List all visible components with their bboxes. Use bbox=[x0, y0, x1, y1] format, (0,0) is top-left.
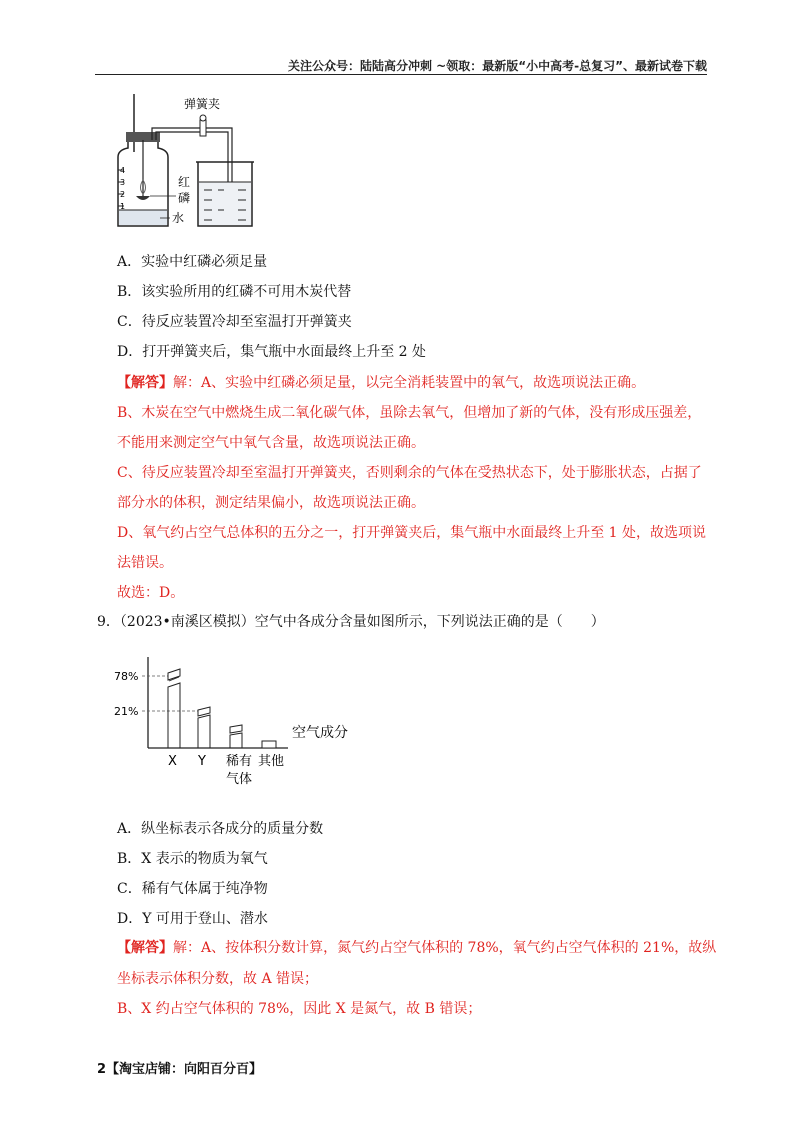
y-tick-label: 21% bbox=[114, 705, 139, 718]
scale-mark: 4 bbox=[120, 166, 126, 175]
q8-option-d: D．打开弹簧夹后，集气瓶中水面最终上升至 2 处 bbox=[117, 344, 427, 360]
q9-option-c: C．稀有气体属于纯净物 bbox=[117, 881, 268, 897]
x-tick-label: Y bbox=[198, 754, 206, 769]
q9-answer-line: B、X 约占空气体积的 78%，因此 X 是氮气，故 B 错误； bbox=[117, 1001, 482, 1017]
x-tick-label: 稀有 bbox=[226, 754, 253, 769]
bottle-water bbox=[119, 210, 167, 225]
q8-answer-line: 部分水的体积，测定结果偏小，故选项说法正确。 bbox=[117, 495, 425, 511]
bar-other bbox=[262, 741, 276, 748]
page-footer: 2【淘宝店铺：向阳百分百】 bbox=[97, 1062, 263, 1077]
red-phosphorus-label: 红 bbox=[178, 175, 191, 189]
x-tick-label: X bbox=[168, 754, 177, 769]
q8-answer-line: 【解答】解：A、实验中红磷必须足量，以完全消耗装置中的氧气，故选项说法正确。 bbox=[117, 375, 646, 391]
q8-option-c: C．待反应装置冷却至室温打开弹簧夹 bbox=[117, 314, 352, 330]
bar-y bbox=[198, 707, 210, 748]
water-label: 水 bbox=[172, 211, 185, 225]
q8-answer-line: 法错误。 bbox=[117, 555, 173, 571]
q9-answer-line: 【解答】解：A、按体积分数计算，氮气约占空气体积的 78%，氧气约占空气体积的 21%，故纵 bbox=[117, 940, 717, 956]
answer-tag: 【解答】 bbox=[117, 375, 173, 391]
header-rule bbox=[95, 74, 707, 75]
clamp-label: 弹簧夹 bbox=[184, 97, 221, 111]
scale-mark: 2 bbox=[120, 190, 126, 199]
scale-mark: 3 bbox=[120, 178, 126, 187]
q9-answer-line: 坐标表示体积分数，故 A 错误； bbox=[117, 971, 319, 987]
q8-answer-line: 不能用来测定空气中氧气含量，故选项说法正确。 bbox=[117, 435, 425, 451]
combustion-spoon bbox=[136, 196, 150, 200]
x-tick-label: 其他 bbox=[258, 754, 285, 769]
bar-rare-gas bbox=[230, 725, 242, 748]
q9-option-b: B．X 表示的物质为氧气 bbox=[117, 851, 268, 867]
page-header: 关注公众号：陆陆高分冲刺 ~领取：最新版“小中高考-总复习”、最新试卷下载 bbox=[288, 59, 707, 73]
q8-option-a: A．实验中红磷必须足量 bbox=[117, 254, 268, 270]
x-axis-label: 空气成分 bbox=[292, 725, 348, 741]
apparatus-figure bbox=[100, 92, 260, 232]
q8-option-b: B．该实验所用的红磷不可用木炭代替 bbox=[117, 284, 352, 300]
x-tick-label: 气体 bbox=[226, 772, 253, 787]
y-tick-label: 78% bbox=[114, 670, 139, 683]
air-composition-chart bbox=[110, 655, 370, 795]
red-phosphorus-label: 磷 bbox=[178, 191, 191, 205]
q9-option-d: D．Y 可用于登山、潜水 bbox=[117, 911, 268, 927]
beaker-water bbox=[199, 182, 251, 225]
bottle-scale bbox=[118, 170, 124, 206]
bar-x bbox=[168, 669, 180, 748]
spring-clamp bbox=[200, 120, 206, 136]
q8-answer-line: D、氧气约占空气总体积的五分之一，打开弹簧夹后，集气瓶中水面最终上升至 1 处，故选项说 bbox=[117, 525, 707, 541]
q8-answer-line: C、待反应装置冷却至室温打开弹簧夹，否则剩余的气体在受热状态下，处于膨胀状态，占据了 bbox=[117, 465, 702, 481]
q9-option-a: A．纵坐标表示各成分的质量分数 bbox=[117, 821, 324, 837]
q9-stem: 9．（2023•南溪区模拟）空气中各成分含量如图所示，下列说法正确的是（ ） bbox=[97, 614, 605, 630]
q8-answer-line: B、木炭在空气中燃烧生成二氧化碳气体，虽除去氧气，但增加了新的气体，没有形成压强差， bbox=[117, 405, 702, 421]
answer-tag: 【解答】 bbox=[117, 940, 173, 956]
scale-mark: 1 bbox=[120, 202, 126, 211]
q8-answer-line: 故选：D。 bbox=[117, 585, 185, 601]
